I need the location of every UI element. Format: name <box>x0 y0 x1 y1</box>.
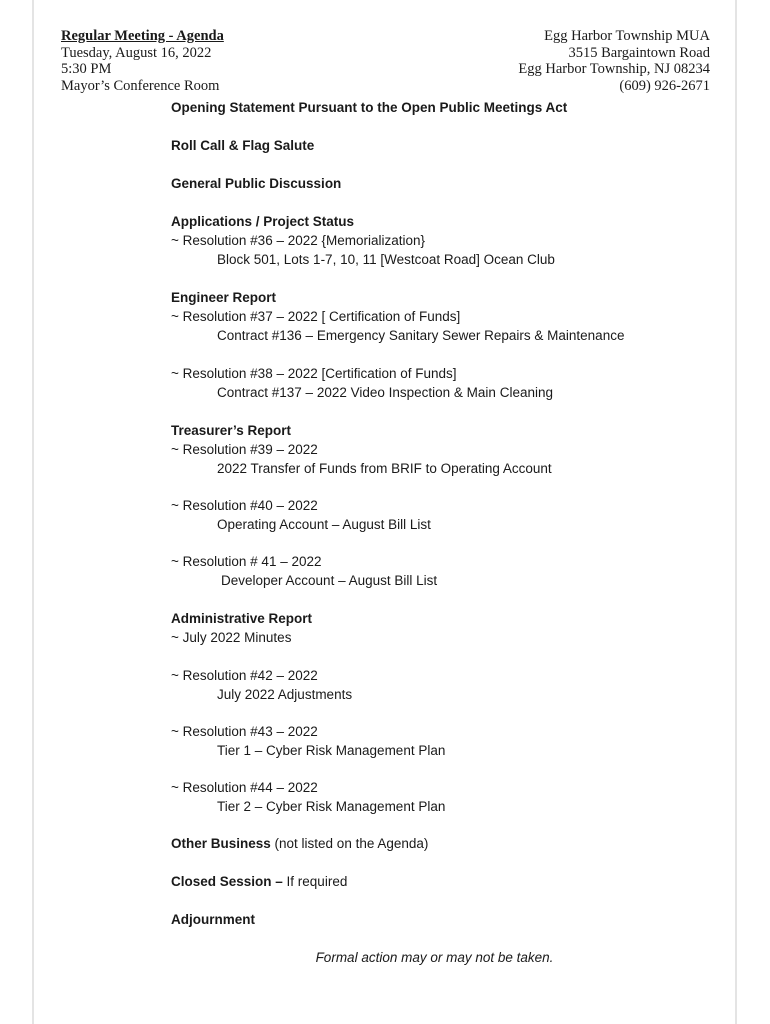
treasurer-heading: Treasurer’s Report <box>171 423 292 438</box>
other-business <box>171 834 716 853</box>
organization-info <box>518 28 710 94</box>
page-edge-right <box>735 0 737 1024</box>
closed-session-label: Closed Session – <box>171 874 283 889</box>
resolution-43-detail: Tier 1 – Cyber Risk Management Plan <box>217 743 446 758</box>
resolution-44: ~ Resolution #44 – 2022 <box>171 780 318 795</box>
resolution-40: ~ Resolution #40 – 2022 <box>171 498 318 513</box>
applications-heading: Applications / Project Status <box>171 214 355 229</box>
page-edge-left <box>32 0 34 1024</box>
formal-action-note: Formal action may or may not be taken. <box>315 950 554 965</box>
agenda-body <box>171 98 716 967</box>
org-phone: (609) 926-2671 <box>619 77 710 94</box>
resolution-38: ~ Resolution #38 – 2022 [Certification of Funds] <box>171 366 457 381</box>
resolution-43: ~ Resolution #43 – 2022 <box>171 724 318 739</box>
meeting-date: Tuesday, August 16, 2022 <box>61 44 212 61</box>
roll-call: Roll Call & Flag Salute <box>171 138 315 153</box>
administrative-heading: Administrative Report <box>171 611 313 626</box>
resolution-36-detail: Block 501, Lots 1-7, 10, 11 [Westcoat Road] Ocean Club <box>217 252 555 267</box>
resolution-42-detail: July 2022 Adjustments <box>217 687 353 702</box>
resolution-40-detail: Operating Account – August Bill List <box>217 517 431 532</box>
meeting-location: Mayor’s Conference Room <box>61 77 220 94</box>
adjournment: Adjournment <box>171 912 255 927</box>
org-address-line1: 3515 Bargaintown Road <box>568 44 710 61</box>
engineer-heading: Engineer Report <box>171 290 277 305</box>
meeting-info <box>61 28 224 94</box>
closed-session <box>171 872 716 891</box>
other-business-label: Other Business <box>171 836 271 851</box>
other-business-note: (not listed on the Agenda) <box>270 836 429 851</box>
resolution-42: ~ Resolution #42 – 2022 <box>171 668 318 683</box>
org-address-line2: Egg Harbor Township, NJ 08234 <box>518 61 710 77</box>
meeting-time: 5:30 PM <box>61 61 112 77</box>
opening-statement: Opening Statement Pursuant to the Open Public Meetings Act <box>171 100 568 115</box>
resolution-36: ~ Resolution #36 – 2022 {Memorialization} <box>171 233 426 248</box>
resolution-44-detail: Tier 2 – Cyber Risk Management Plan <box>217 799 446 814</box>
public-discussion: General Public Discussion <box>171 176 342 191</box>
resolution-37: ~ Resolution #37 – 2022 [ Certification of Funds] <box>171 309 461 324</box>
resolution-39: ~ Resolution #39 – 2022 <box>171 442 318 457</box>
resolution-37-detail: Contract #136 – Emergency Sanitary Sewer Repairs & Maintenance <box>217 328 625 343</box>
org-name: Egg Harbor Township MUA <box>544 28 710 44</box>
resolution-41-detail: Developer Account – August Bill List <box>221 573 438 588</box>
closed-session-note: If required <box>282 874 348 889</box>
resolution-38-detail: Contract #137 – 2022 Video Inspection & Main Cleaning <box>217 385 553 400</box>
july-minutes: ~ July 2022 Minutes <box>171 630 292 645</box>
meeting-title: Regular Meeting - Agenda <box>61 28 224 44</box>
resolution-39-detail: 2022 Transfer of Funds from BRIF to Operating Account <box>217 461 552 476</box>
resolution-41: ~ Resolution # 41 – 2022 <box>171 554 322 569</box>
